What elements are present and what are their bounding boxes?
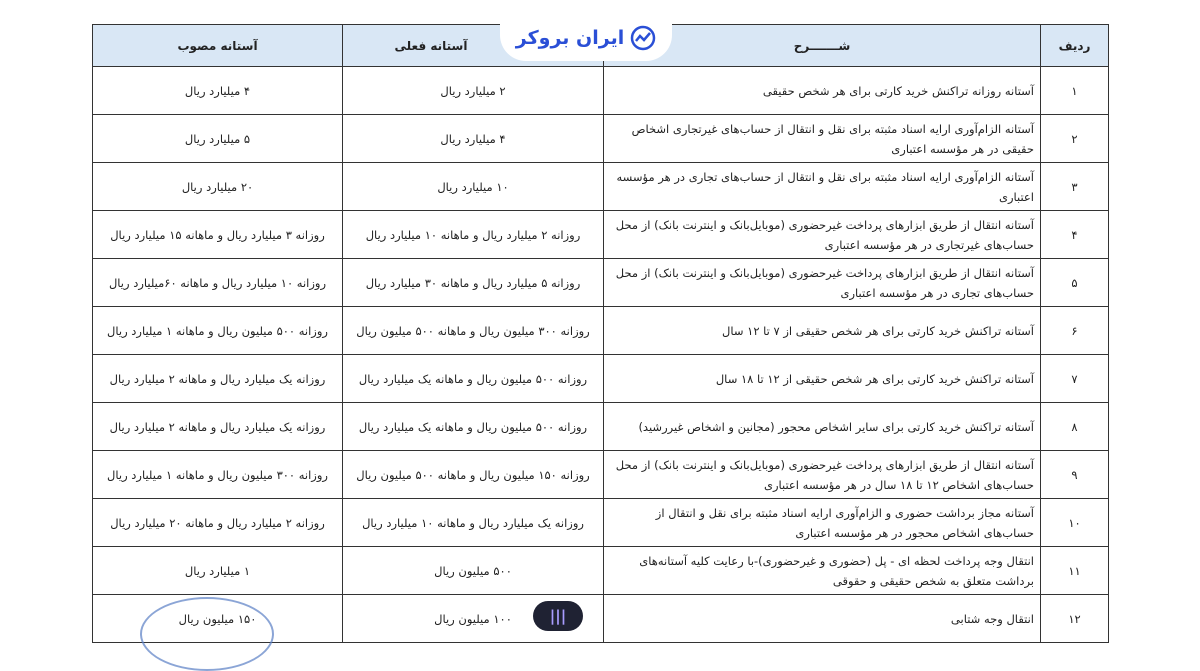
current-threshold: ۱۰۰ میلیون ریال <box>343 595 604 643</box>
current-threshold: ۴ میلیارد ریال <box>343 115 604 163</box>
approved-threshold: روزانه یک میلیارد ریال و ماهانه ۲ میلیارد ریال <box>93 403 343 451</box>
row-number: ۵ <box>1041 259 1109 307</box>
table-row <box>93 403 1109 451</box>
row-description: انتقال وجه پرداخت لحظه ای - پل (حضوری و غیرحضوری)-با رعایت کلیه آستانه‌های برداشت متعلق به شخص حقیقی و حقوقی <box>604 547 1041 595</box>
row-number: ۱۱ <box>1041 547 1109 595</box>
table-row <box>93 211 1109 259</box>
thresholds-table <box>92 24 1109 643</box>
approved-threshold: روزانه ۱۰ میلیارد ریال و ماهانه ۶۰میلیارد ریال <box>93 259 343 307</box>
approved-threshold: روزانه ۳۰۰ میلیون ریال و ماهانه ۱ میلیارد ریال <box>93 451 343 499</box>
current-threshold: روزانه ۳۰۰ میلیون ریال و ماهانه ۵۰۰ میلیون ریال <box>343 307 604 355</box>
row-number: ۸ <box>1041 403 1109 451</box>
table-row <box>93 451 1109 499</box>
row-number: ۳ <box>1041 163 1109 211</box>
approved-threshold: روزانه یک میلیارد ریال و ماهانه ۲ میلیارد ریال <box>93 355 343 403</box>
table-row <box>93 499 1109 547</box>
current-threshold: ۱۰ میلیارد ریال <box>343 163 604 211</box>
approved-threshold: روزانه ۲ میلیارد ریال و ماهانه ۲۰ میلیارد ریال <box>93 499 343 547</box>
row-description: آستانه تراکنش خرید کارتی برای هر شخص حقیقی از ۷ تا ۱۲ سال <box>604 307 1041 355</box>
row-number: ۶ <box>1041 307 1109 355</box>
current-threshold: روزانه ۵ میلیارد ریال و ماهانه ۳۰ میلیارد ریال <box>343 259 604 307</box>
current-threshold: روزانه ۱۵۰ میلیون ریال و ماهانه ۵۰۰ میلیون ریال <box>343 451 604 499</box>
chart-line-icon <box>630 25 656 51</box>
row-description: آستانه انتقال از طریق ابزارهای پرداخت غیرحضوری (موبایل‌بانک و اینترنت بانک) از محل حساب‌های غیرتجاری در هر مؤسسه اعتباری <box>604 211 1041 259</box>
table-row <box>93 67 1109 115</box>
current-threshold: ۵۰۰ میلیون ریال <box>343 547 604 595</box>
logo-text: ایران بروکر <box>515 26 625 49</box>
approved-threshold: ۵ میلیارد ریال <box>93 115 343 163</box>
current-threshold: روزانه ۲ میلیارد ریال و ماهانه ۱۰ میلیارد ریال <box>343 211 604 259</box>
row-description: آستانه الزام‌آوری ارایه اسناد مثبته برای نقل و انتقال از حساب‌های تجاری در هر مؤسسه اعتباری <box>604 163 1041 211</box>
header-current-threshold: آستانه فعلی <box>343 25 604 67</box>
row-number: ۷ <box>1041 355 1109 403</box>
header-description: شـــــــرح <box>604 25 1041 67</box>
table-row <box>93 163 1109 211</box>
approved-threshold: ۱۵۰ میلیون ریال <box>93 595 343 643</box>
menu-button[interactable] <box>533 601 583 631</box>
table-row <box>93 259 1109 307</box>
row-number: ۹ <box>1041 451 1109 499</box>
row-description: آستانه تراکنش خرید کارتی برای هر شخص حقیقی از ۱۲ تا ۱۸ سال <box>604 355 1041 403</box>
row-description: آستانه مجاز برداشت حضوری و الزام‌آوری ارایه اسناد مثبته برای نقل و انتقال از حساب‌های اشخاص محجور در هر مؤسسه اعتباری <box>604 499 1041 547</box>
menu-bars-icon: ||| <box>549 607 567 625</box>
current-threshold: روزانه ۵۰۰ میلیون ریال و ماهانه یک میلیارد ریال <box>343 403 604 451</box>
logo <box>500 14 672 61</box>
row-description: آستانه انتقال از طریق ابزارهای پرداخت غیرحضوری (موبایل‌بانک و اینترنت بانک) از محل حساب‌های اشخاص ۱۲ تا ۱۸ سال در هر مؤسسه اعتباری <box>604 451 1041 499</box>
row-number: ۴ <box>1041 211 1109 259</box>
approved-threshold: ۴ میلیارد ریال <box>93 67 343 115</box>
row-number: ۱۲ <box>1041 595 1109 643</box>
row-description: آستانه انتقال از طریق ابزارهای پرداخت غیرحضوری (موبایل‌بانک و اینترنت بانک) از محل حساب‌های تجاری در هر مؤسسه اعتباری <box>604 259 1041 307</box>
current-threshold: ۲ میلیارد ریال <box>343 67 604 115</box>
official-stamp <box>140 597 274 671</box>
row-description: آستانه روزانه تراکنش خرید کارتی برای هر شخص حقیقی <box>604 67 1041 115</box>
approved-threshold: ۱ میلیارد ریال <box>93 547 343 595</box>
header-row-number: ردیف <box>1041 25 1109 67</box>
row-description: انتقال وجه شتابی <box>604 595 1041 643</box>
row-number: ۱۰ <box>1041 499 1109 547</box>
row-number: ۲ <box>1041 115 1109 163</box>
approved-threshold: ۲۰ میلیارد ریال <box>93 163 343 211</box>
table-row <box>93 547 1109 595</box>
header-approved-threshold: آستانه مصوب <box>93 25 343 67</box>
row-number: ۱ <box>1041 67 1109 115</box>
approved-threshold: روزانه ۳ میلیارد ریال و ماهانه ۱۵ میلیارد ریال <box>93 211 343 259</box>
current-threshold: روزانه یک میلیارد ریال و ماهانه ۱۰ میلیارد ریال <box>343 499 604 547</box>
row-description: آستانه الزام‌آوری ارایه اسناد مثبته برای نقل و انتقال از حساب‌های غیرتجاری اشخاص حقیقی در هر مؤسسه اعتباری <box>604 115 1041 163</box>
table-row <box>93 355 1109 403</box>
table-row <box>93 307 1109 355</box>
approved-threshold: روزانه ۵۰۰ میلیون ریال و ماهانه ۱ میلیارد ریال <box>93 307 343 355</box>
row-description: آستانه تراکنش خرید کارتی برای سایر اشخاص محجور (مجانین و اشخاص غیررشید) <box>604 403 1041 451</box>
table-row <box>93 115 1109 163</box>
current-threshold: روزانه ۵۰۰ میلیون ریال و ماهانه یک میلیارد ریال <box>343 355 604 403</box>
